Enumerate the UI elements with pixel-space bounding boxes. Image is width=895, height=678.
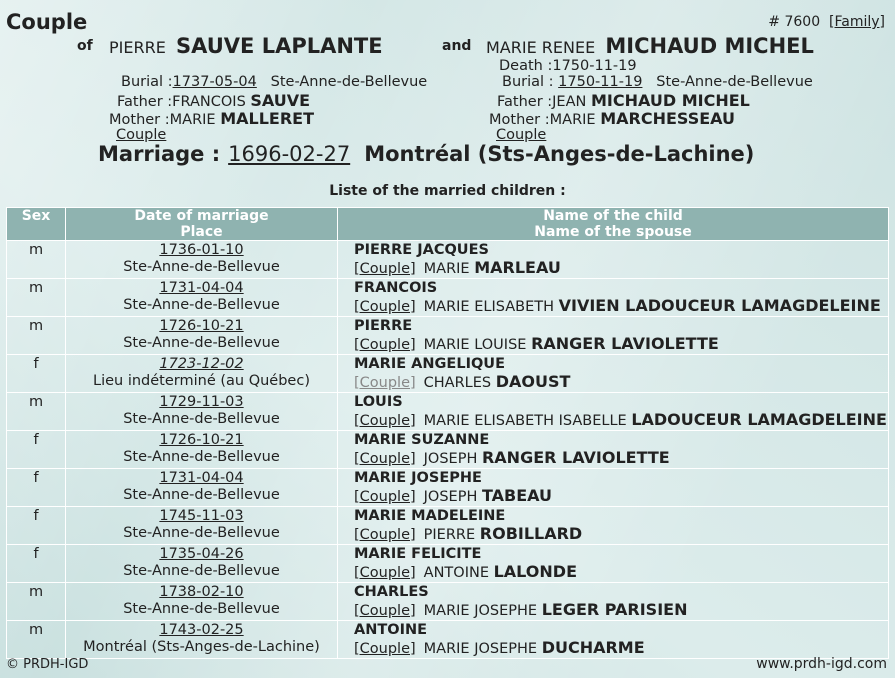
couple-link[interactable]: [Couple] (354, 375, 416, 391)
cell-sex: f (7, 431, 66, 469)
row-date[interactable]: 1726-10-21 (159, 318, 244, 334)
table-row (7, 431, 889, 469)
col-sex-label: Sex (21, 208, 51, 224)
row-place: Montréal (Sts-Anges-de-Lachine) (83, 639, 320, 655)
wife-burial-date[interactable]: 1750-11-19 (558, 74, 643, 90)
couple-link[interactable]: [Couple] (354, 261, 416, 277)
wife-mother (489, 109, 735, 128)
husband-couple-link[interactable]: Couple (116, 127, 167, 143)
row-date[interactable]: 1723-12-02 (159, 356, 244, 372)
children-heading: Liste of the married children : (329, 183, 566, 199)
child-name: MARIE FELICITE (354, 546, 482, 562)
of-label: of (77, 38, 93, 54)
col-name-header (338, 208, 889, 241)
cell-names (338, 279, 889, 317)
wife-first-name: MARIE RENEE (486, 38, 596, 57)
col-place-label: Place (180, 224, 223, 240)
husband-name (109, 34, 383, 58)
husband-first-name: PIERRE (109, 38, 166, 57)
table-row (7, 279, 889, 317)
spouse-line (354, 600, 688, 619)
couple-link[interactable]: [Couple] (354, 489, 416, 505)
table-row (7, 355, 889, 393)
row-place: Lieu indéterminé (au Québec) (93, 373, 310, 389)
family-link[interactable]: [Family] (829, 14, 885, 30)
couple-link[interactable]: [Couple] (354, 641, 416, 657)
couple-link[interactable]: [Couple] (354, 527, 416, 543)
wife-mother-first: MARIE (549, 112, 596, 128)
record-number: # 7600 (768, 14, 821, 30)
marriage-label: Marriage : (98, 142, 221, 166)
wife-name (486, 34, 814, 58)
spouse-first: CHARLES (423, 375, 492, 391)
page-title: Couple (6, 10, 88, 34)
spouse-first: MARIE JOSEPHE (423, 603, 538, 619)
couple-link[interactable]: [Couple] (354, 565, 416, 581)
child-name: PIERRE (354, 318, 413, 334)
table-row (7, 583, 889, 621)
cell-date-place (66, 355, 338, 393)
wife-death-label: Death : (499, 58, 553, 74)
row-date[interactable]: 1731-04-04 (159, 470, 244, 486)
copyright: © PRDH-IGD (6, 657, 89, 672)
table-row (7, 241, 889, 279)
col-sex-header (7, 208, 66, 241)
couple-link[interactable]: [Couple] (354, 603, 416, 619)
wife-father (497, 91, 750, 110)
wife-mother-last: MARCHESSEAU (600, 109, 736, 128)
husband-father-label: Father : (117, 94, 173, 110)
row-place: Ste-Anne-de-Bellevue (123, 525, 280, 541)
col-date-header (66, 208, 338, 241)
table-row (7, 317, 889, 355)
spouse-line (354, 524, 583, 543)
child-name: MARIE SUZANNE (354, 432, 490, 448)
cell-names (338, 355, 889, 393)
spouse-last: LADOUCEUR LAMAGDELEINE (631, 410, 887, 429)
spouse-line (354, 296, 881, 315)
wife-father-first: JEAN (552, 94, 587, 110)
spouse-line (354, 562, 577, 581)
spouse-line (354, 258, 561, 277)
husband-burial (121, 74, 427, 90)
cell-sex: f (7, 545, 66, 583)
husband-mother-label: Mother : (109, 112, 170, 128)
row-place: Ste-Anne-de-Bellevue (123, 563, 280, 579)
col-child-label: Name of the child (543, 208, 683, 224)
child-name: CHARLES (354, 584, 429, 600)
table-row (7, 507, 889, 545)
spouse-last: DAOUST (495, 372, 571, 391)
spouse-line (354, 410, 887, 429)
husband-father (117, 91, 310, 110)
husband-burial-date[interactable]: 1737-05-04 (172, 74, 257, 90)
spouse-last: TABEAU (481, 486, 553, 505)
spouse-last: LALONDE (493, 562, 577, 581)
table-row (7, 621, 889, 659)
marriage-place: Montréal (Sts-Anges-de-Lachine) (364, 142, 755, 166)
row-date[interactable]: 1736-01-10 (159, 242, 244, 258)
child-name: MARIE MADELEINE (354, 508, 506, 524)
cell-sex: m (7, 279, 66, 317)
spouse-first: ANTOINE (423, 565, 489, 581)
row-place: Ste-Anne-de-Bellevue (123, 487, 280, 503)
cell-date-place (66, 621, 338, 659)
spouse-last: RANGER LAVIOLETTE (481, 448, 670, 467)
spouse-first: MARIE JOSEPHE (423, 641, 538, 657)
cell-sex: m (7, 621, 66, 659)
row-place: Ste-Anne-de-Bellevue (123, 297, 280, 313)
child-name: LOUIS (354, 394, 403, 410)
cell-names (338, 507, 889, 545)
row-date[interactable]: 1729-11-03 (159, 394, 244, 410)
cell-sex: m (7, 317, 66, 355)
row-date[interactable]: 1731-04-04 (159, 280, 244, 296)
record-header (768, 14, 885, 30)
cell-sex: m (7, 583, 66, 621)
couple-link[interactable]: [Couple] (354, 337, 416, 353)
cell-date-place (66, 393, 338, 431)
spouse-first: MARIE LOUISE (423, 337, 527, 353)
row-place: Ste-Anne-de-Bellevue (123, 601, 280, 617)
cell-names (338, 469, 889, 507)
child-name: ANTOINE (354, 622, 428, 638)
wife-burial-place: Ste-Anne-de-Bellevue (656, 74, 813, 90)
wife-couple-link[interactable]: Couple (496, 127, 547, 143)
cell-names (338, 545, 889, 583)
cell-names (338, 431, 889, 469)
spouse-last: ROBILLARD (479, 524, 583, 543)
marriage-line (98, 142, 754, 166)
wife-father-last: MICHAUD MICHEL (590, 91, 750, 110)
cell-sex: f (7, 355, 66, 393)
row-place: Ste-Anne-de-Bellevue (123, 411, 280, 427)
spouse-line (354, 486, 553, 505)
cell-names (338, 393, 889, 431)
spouse-first: JOSEPH (423, 451, 478, 467)
wife-death (499, 58, 637, 74)
wife-father-label: Father : (497, 94, 553, 110)
cell-names (338, 583, 889, 621)
husband-burial-label: Burial : (121, 74, 173, 90)
website-link[interactable]: www.prdh-igd.com (756, 656, 887, 672)
cell-sex: m (7, 393, 66, 431)
row-place: Ste-Anne-de-Bellevue (123, 449, 280, 465)
spouse-line (354, 448, 670, 467)
row-date[interactable]: 1738-02-10 (159, 584, 244, 600)
spouse-line (354, 638, 645, 657)
cell-names (338, 241, 889, 279)
husband-last-name: SAUVE LAPLANTE (176, 34, 383, 58)
spouse-first: MARIE ELISABETH (423, 299, 554, 315)
couple-link[interactable]: [Couple] (354, 413, 416, 429)
cell-sex: m (7, 241, 66, 279)
cell-date-place (66, 507, 338, 545)
child-name: FRANCOIS (354, 280, 438, 296)
table-header-row (7, 208, 889, 241)
row-date[interactable]: 1735-04-26 (159, 546, 244, 562)
spouse-first: PIERRE (423, 527, 476, 543)
wife-last-name: MICHAUD MICHEL (605, 34, 814, 58)
spouse-last: LEGER PARISIEN (541, 600, 688, 619)
cell-date-place (66, 469, 338, 507)
wife-burial-label: Burial : (502, 74, 554, 90)
col-date-label: Date of marriage (134, 208, 269, 224)
cell-date-place (66, 545, 338, 583)
marriage-date[interactable]: 1696-02-27 (228, 142, 351, 166)
spouse-last: MARLEAU (474, 258, 561, 277)
spouse-first: JOSEPH (423, 489, 478, 505)
wife-mother-label: Mother : (489, 112, 550, 128)
child-name: PIERRE JACQUES (354, 242, 489, 258)
row-date[interactable]: 1745-11-03 (159, 508, 244, 524)
husband-mother-first: MARIE (169, 112, 216, 128)
spouse-line (354, 334, 719, 353)
couple-link[interactable]: [Couple] (354, 299, 416, 315)
husband-father-first: FRANCOIS (172, 94, 246, 110)
col-spouse-label: Name of the spouse (534, 224, 692, 240)
spouse-line (354, 372, 571, 391)
children-table (6, 207, 889, 659)
husband-burial-place: Ste-Anne-de-Bellevue (270, 74, 428, 90)
spouse-first: MARIE (423, 261, 470, 277)
row-date[interactable]: 1743-02-25 (159, 622, 244, 638)
child-name: MARIE JOSEPHE (354, 470, 482, 486)
table-row (7, 469, 889, 507)
spouse-first: MARIE ELISABETH ISABELLE (423, 413, 627, 429)
husband-mother (109, 109, 314, 128)
cell-date-place (66, 279, 338, 317)
cell-sex: f (7, 469, 66, 507)
cell-date-place (66, 317, 338, 355)
cell-names (338, 317, 889, 355)
cell-date-place (66, 431, 338, 469)
cell-sex: f (7, 507, 66, 545)
table-row (7, 545, 889, 583)
cell-date-place (66, 241, 338, 279)
and-label: and (442, 38, 472, 54)
row-date[interactable]: 1726-10-21 (159, 432, 244, 448)
row-place: Ste-Anne-de-Bellevue (123, 259, 280, 275)
cell-date-place (66, 583, 338, 621)
row-place: Ste-Anne-de-Bellevue (123, 335, 280, 351)
husband-father-last: SAUVE (250, 91, 311, 110)
spouse-last: VIVIEN LADOUCEUR LAMAGDELEINE (558, 296, 881, 315)
spouse-last: DUCHARME (541, 638, 645, 657)
couple-link[interactable]: [Couple] (354, 451, 416, 467)
table-row (7, 393, 889, 431)
husband-mother-last: MALLERET (220, 109, 314, 128)
wife-death-date: 1750-11-19 (552, 58, 637, 74)
wife-burial (502, 74, 813, 90)
cell-names (338, 621, 889, 659)
spouse-last: RANGER LAVIOLETTE (531, 334, 719, 353)
child-name: MARIE ANGELIQUE (354, 356, 505, 372)
